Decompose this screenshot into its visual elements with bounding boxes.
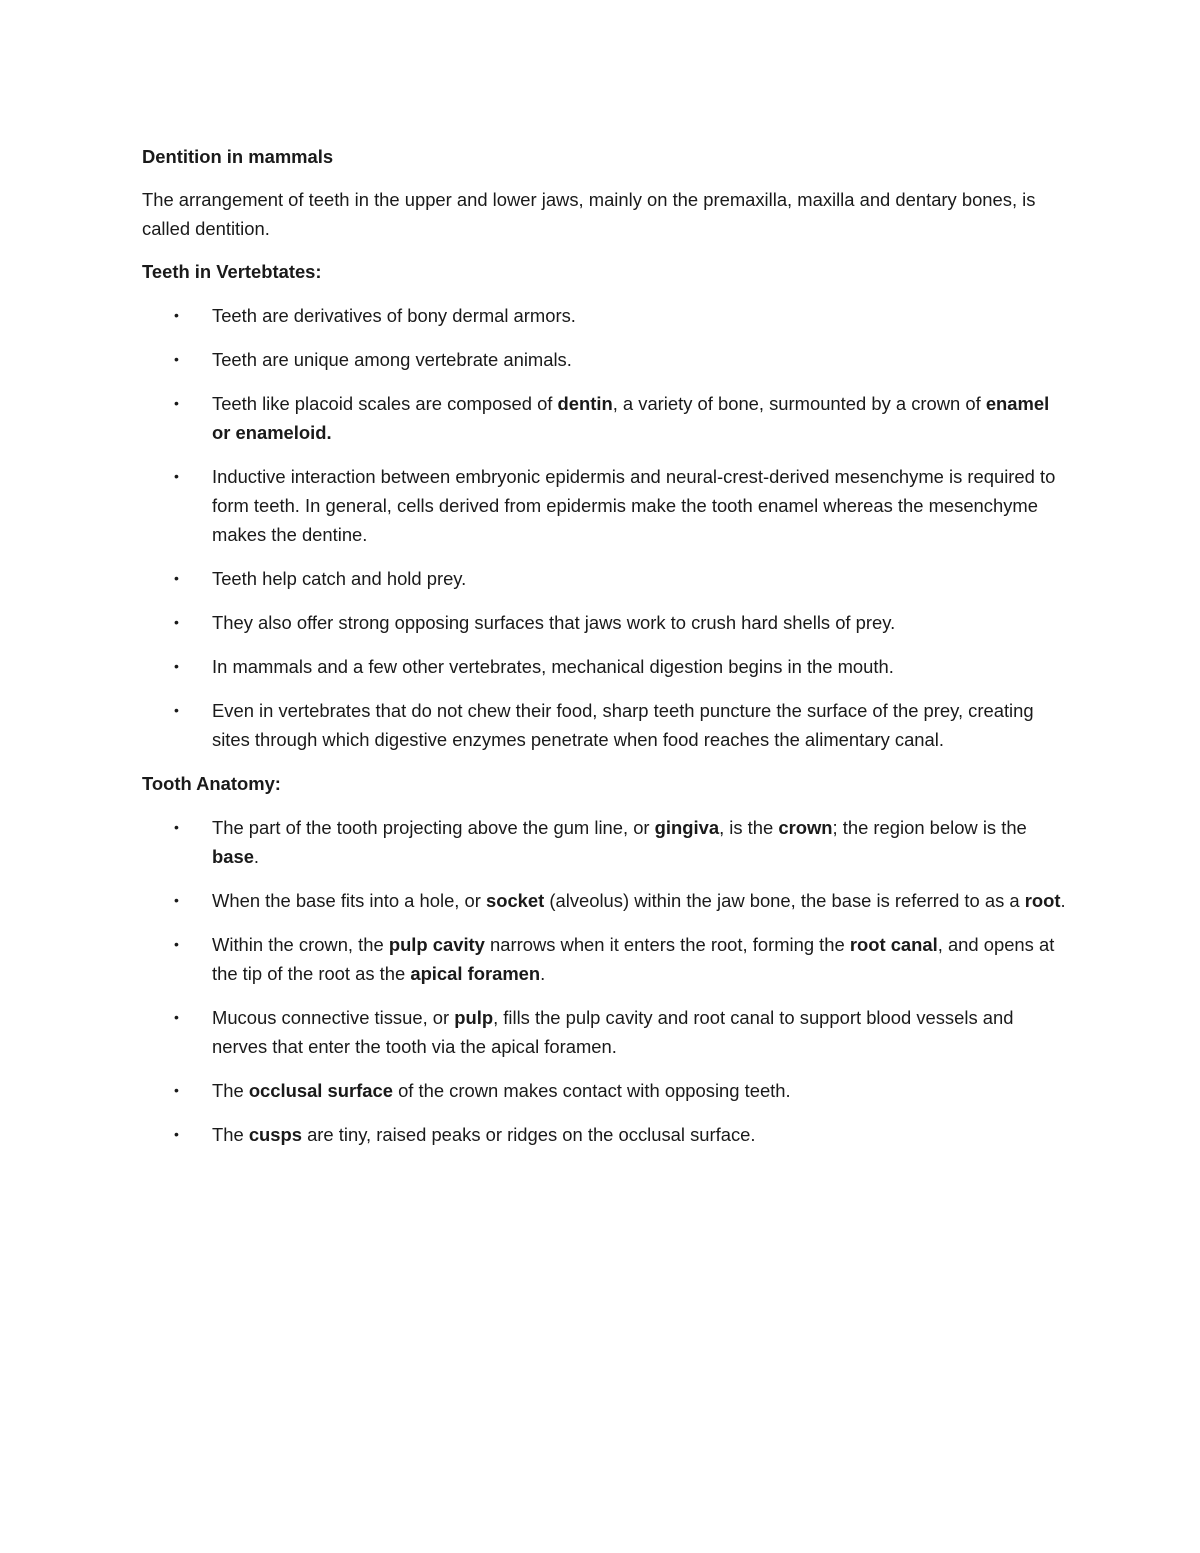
- text-run: , and opens at the tip of the root as the: [212, 934, 1055, 984]
- text-run: .: [1060, 890, 1066, 911]
- text-run: They also offer strong opposing surfaces that jaws work to crush hard shells of prey.: [212, 612, 896, 633]
- text-run: are tiny, raised peaks or ridges on the occlusal surface.: [301, 1124, 756, 1145]
- bullet-icon: •: [174, 395, 179, 411]
- list-item: [142, 462, 1072, 549]
- text-run: The: [212, 1080, 249, 1101]
- list-item: [142, 696, 1072, 754]
- text-run: Even in vertebrates that do not chew their food, sharp teeth puncture the surface of the prey, creating sites through which digestive enzymes penetrate when food reaches the alimentary canal.: [212, 700, 1034, 750]
- list-item: [142, 930, 1072, 988]
- bold-term: enamel or enameloid.: [212, 393, 1050, 443]
- bold-term: gingiva: [654, 817, 720, 838]
- text-run: Mucous connective tissue, or: [212, 1007, 455, 1028]
- text-run: , fills the pulp cavity and root canal to support blood vessels and nerves that enter the tooth via the apical foramen.: [212, 1007, 1014, 1057]
- bold-term: pulp cavity: [388, 934, 485, 955]
- text-run: , is the: [719, 817, 779, 838]
- text-run: (alveolus) within the jaw bone, the base is referred to as a: [544, 890, 1025, 911]
- text-run: .: [540, 963, 546, 984]
- list-item: [142, 1003, 1072, 1061]
- list-item: [142, 345, 1072, 374]
- bullet-icon: •: [174, 1082, 179, 1098]
- bullet-icon: •: [174, 892, 179, 908]
- list-item: [142, 301, 1072, 330]
- document-page: [142, 142, 1072, 1164]
- document-title: Dentition in mammals: [142, 146, 334, 167]
- list-item: [142, 886, 1072, 915]
- intro-paragraph: The arrangement of teeth in the upper and lower jaws, mainly on the premaxilla, maxilla and dentary bones, is called dentition.: [142, 189, 1036, 239]
- bold-term: occlusal surface: [248, 1080, 393, 1101]
- bullet-icon: •: [174, 570, 179, 586]
- bullet-icon: •: [174, 936, 179, 952]
- bullet-icon: •: [174, 658, 179, 674]
- bold-term: base: [212, 846, 254, 867]
- list-item: [142, 1076, 1072, 1105]
- bullet-icon: •: [174, 819, 179, 835]
- bullet-icon: •: [174, 614, 179, 630]
- text-run: The: [212, 1124, 249, 1145]
- list-item: [142, 813, 1072, 871]
- text-run: Teeth like placoid scales are composed of: [212, 393, 558, 414]
- bullet-icon: •: [174, 1009, 179, 1025]
- text-run: The part of the tooth projecting above the gum line, or: [212, 817, 655, 838]
- bullet-icon: •: [174, 702, 179, 718]
- bold-term: pulp: [454, 1007, 494, 1028]
- list-item: [142, 1120, 1072, 1149]
- text-run: When the base fits into a hole, or: [212, 890, 486, 911]
- bold-term: apical foramen: [410, 963, 541, 984]
- bold-term: crown: [778, 817, 833, 838]
- bullet-icon: •: [174, 307, 179, 323]
- text-run: Teeth are unique among vertebrate animals.: [212, 349, 572, 370]
- list-item: [142, 389, 1072, 447]
- list-item: [142, 608, 1072, 637]
- bold-term: root: [1024, 890, 1061, 911]
- bold-term: dentin: [557, 393, 613, 414]
- bold-term: socket: [485, 890, 545, 911]
- bullet-icon: •: [174, 351, 179, 367]
- bullet-list: [142, 301, 1072, 754]
- text-run: ; the region below is the: [832, 817, 1027, 838]
- section-heading: Tooth Anatomy:: [142, 773, 281, 794]
- list-item: [142, 652, 1072, 681]
- text-run: In mammals and a few other vertebrates, mechanical digestion begins in the mouth.: [212, 656, 894, 677]
- bullet-icon: •: [174, 1126, 179, 1142]
- text-run: , a variety of bone, surmounted by a crown of: [612, 393, 986, 414]
- document-sections: [142, 257, 1072, 1149]
- text-run: Within the crown, the: [212, 934, 389, 955]
- text-run: .: [253, 846, 260, 867]
- bullet-icon: •: [174, 468, 179, 484]
- list-item: [142, 564, 1072, 593]
- text-run: Teeth help catch and hold prey.: [212, 568, 467, 589]
- section-heading: Teeth in Vertebtates:: [142, 261, 322, 282]
- text-run: narrows when it enters the root, forming the: [484, 934, 850, 955]
- bold-term: root canal: [849, 934, 938, 955]
- bullet-list: [142, 813, 1072, 1149]
- text-run: of the crown makes contact with opposing teeth.: [392, 1080, 791, 1101]
- bold-term: cusps: [248, 1124, 302, 1145]
- text-run: Teeth are derivatives of bony dermal armors.: [212, 305, 576, 326]
- text-run: Inductive interaction between embryonic epidermis and neural-crest-derived mesenchyme is required to form teeth. In general, cells derived from epidermis make the tooth enamel whereas the mesenchyme makes the dentine.: [212, 466, 1056, 545]
